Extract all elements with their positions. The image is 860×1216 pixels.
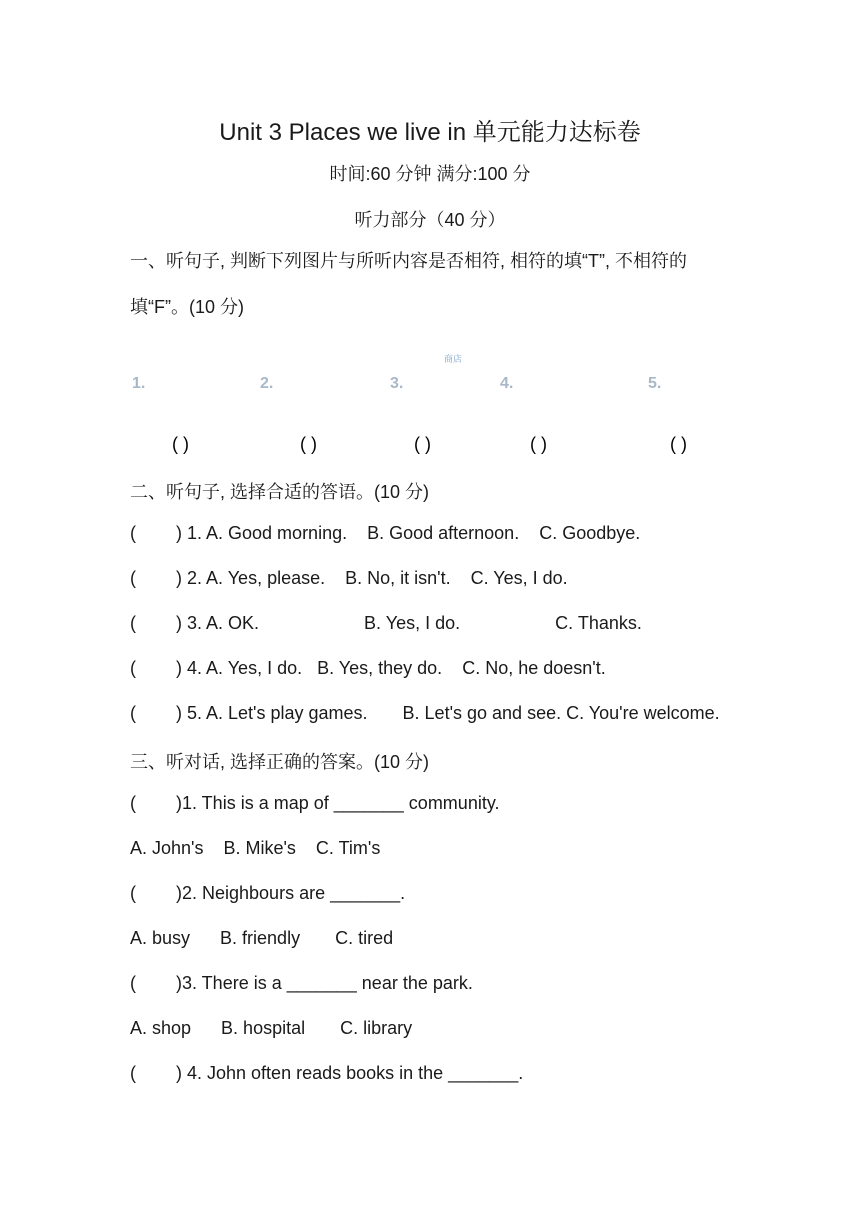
question-item: ( ) 4. A. Yes, I do. B. Yes, they do. C. No, he doesn't.: [130, 658, 606, 678]
question-item: ( ) 2. A. Yes, please. B. No, it isn't. C. Yes, I do.: [130, 568, 568, 588]
question-item: ( ) 5. A. Let's play games. B. Let's go and see. C. You're welcome.: [130, 703, 720, 723]
answer-options: A. busy B. friendly C. tired: [130, 928, 394, 948]
svg-text:商店: 商店: [443, 355, 463, 365]
svg-text:5.: 5.: [648, 375, 662, 392]
robot-icon: [648, 342, 728, 420]
svg-text:2.: 2.: [260, 375, 274, 392]
question-item: ( )1. This is a map of _______ community.: [130, 793, 500, 813]
svg-text:( ): ( ): [670, 434, 687, 454]
svg-text:( ): ( ): [172, 434, 189, 454]
exam-meta: 时间:60 分钟 满分:100 分: [329, 164, 531, 184]
question-item: ( )2. Neighbours are _______.: [130, 883, 406, 903]
svg-text:4.: 4.: [500, 375, 514, 392]
shop-icon: [390, 352, 490, 418]
page-title: Unit 3 Places we live in 单元能力达标卷: [219, 119, 641, 146]
question-item: ( ) 4. John often reads books in the _______.: [130, 1063, 524, 1083]
section-title: 听力部分（40 分）: [354, 210, 506, 230]
question-item: ( ) 3. A. OK. B. Yes, I do. C. Thanks.: [130, 613, 642, 633]
part2-heading: 二、听句子, 选择合适的答语。(10 分): [130, 482, 430, 502]
question-item: ( )3. There is a _______ near the park.: [130, 973, 473, 993]
svg-text:( ): ( ): [300, 434, 317, 454]
answer-options: A. shop B. hospital C. library: [130, 1018, 413, 1038]
part3-heading: 三、听对话, 选择正确的答案。(10 分): [130, 752, 430, 772]
kids-jumping-rope-icon: [132, 344, 228, 416]
bus-stop-icon: [260, 366, 371, 416]
question-item: ( ) 1. A. Good morning. B. Good afternoon. C. Goodbye.: [130, 523, 641, 543]
part1-heading: 一、听句子, 判断下列图片与所听内容是否相符, 相符的填“T”, 不相符的填“F”。(10 分): [130, 251, 687, 317]
svg-text:3.: 3.: [390, 375, 404, 392]
answer-options: A. John's B. Mike's C. Tim's: [130, 838, 381, 858]
svg-text:( ): ( ): [530, 434, 547, 454]
svg-text:( ): ( ): [414, 434, 431, 454]
svg-text:1.: 1.: [132, 375, 146, 392]
man-and-child-icon: [500, 342, 598, 418]
picture-row: [128, 338, 728, 458]
